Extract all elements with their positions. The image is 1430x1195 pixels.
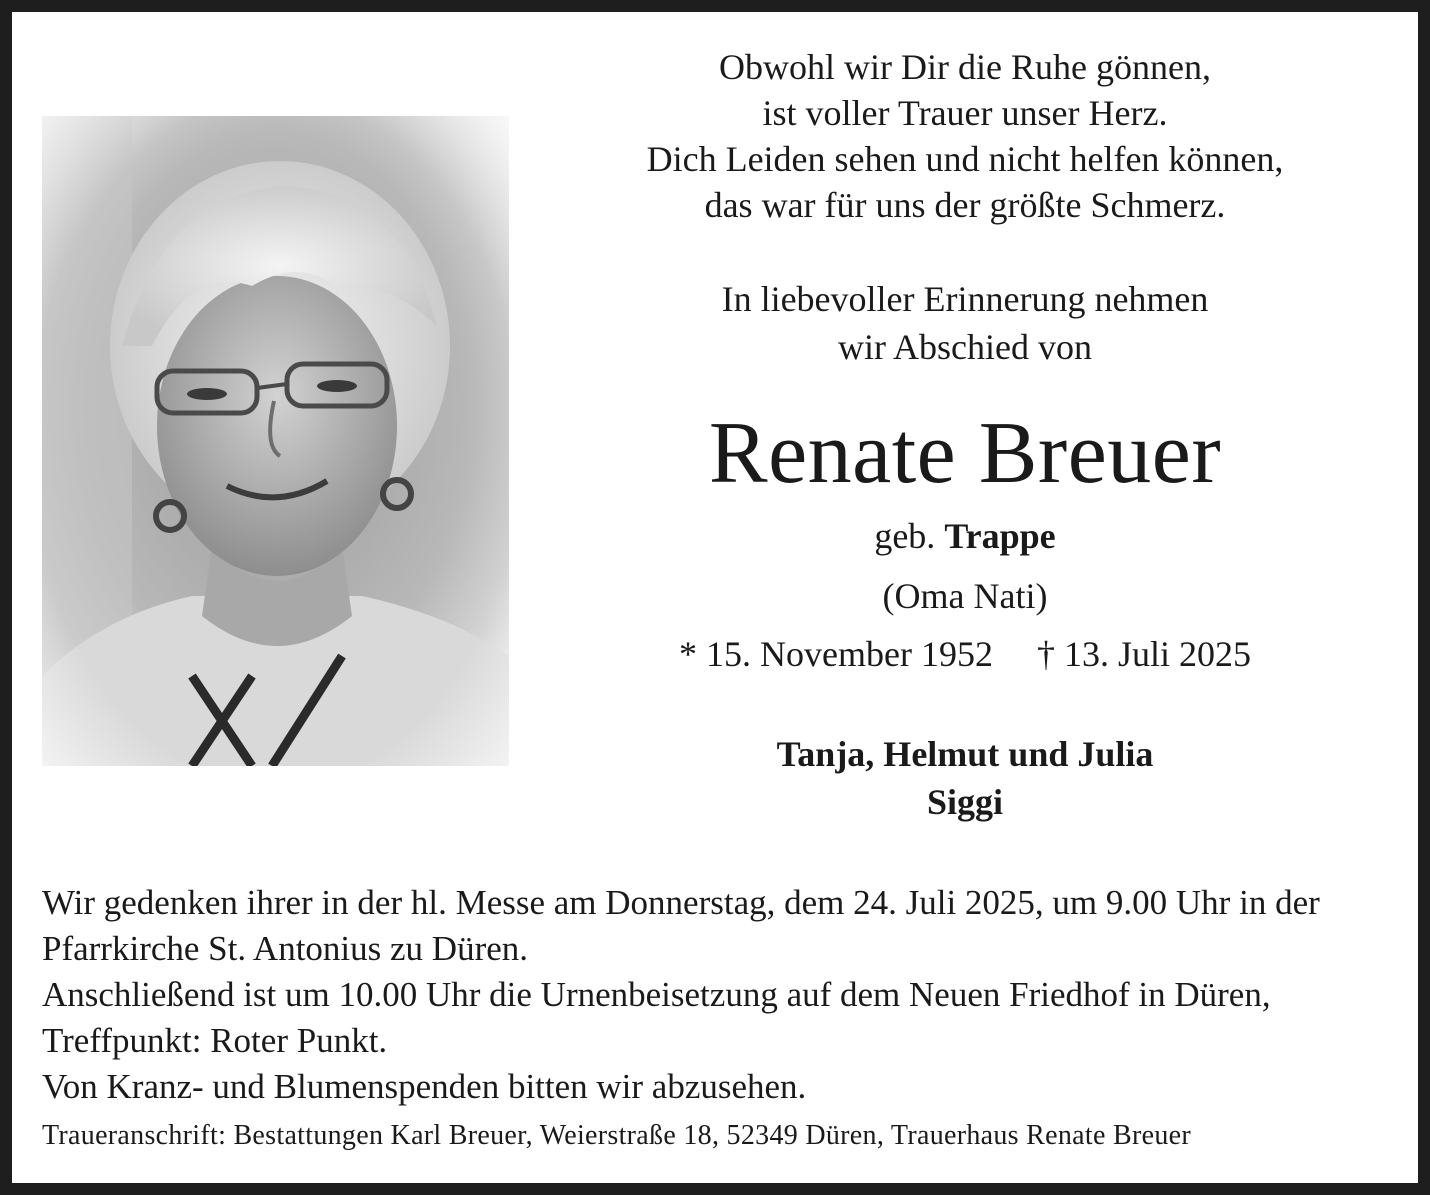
deceased-name: Renate Breuer	[708, 405, 1222, 502]
service-notice	[42, 880, 1402, 1110]
family-line: Siggi	[926, 782, 1004, 822]
notice-line: Wir gedenken ihrer in der hl. Messe am Donnerstag, dem 24. Juli 2025, um 9.00 Uhr in der	[42, 883, 1320, 922]
mourning-address: Traueranschrift: Bestattungen Karl Breuer, Weierstraße 18, 52349 Düren, Trauerhaus Renate Breuer	[42, 1120, 1191, 1151]
notice-line: Pfarrkirche St. Antonius zu Düren.	[42, 929, 529, 968]
family-line: Tanja, Helmut und Julia	[776, 734, 1154, 774]
maiden-surname: Trappe	[944, 516, 1056, 556]
notice-line: Anschließend ist um 10.00 Uhr die Urnenbeisetzung auf dem Neuen Friedhof in Düren,	[42, 975, 1271, 1014]
intro-text	[565, 275, 1365, 371]
intro-line: In liebevoller Erinnerung nehmen	[721, 279, 1209, 319]
maiden-name	[565, 512, 1365, 560]
poem	[565, 44, 1365, 228]
mourning-family	[565, 730, 1365, 826]
poem-line: ist voller Trauer unser Herz.	[762, 93, 1168, 133]
nickname: (Oma Nati)	[882, 576, 1048, 616]
portrait-photo	[42, 116, 509, 766]
maiden-prefix: geb.	[874, 516, 936, 556]
notice-line: Treffpunkt: Roter Punkt.	[42, 1021, 388, 1060]
life-dates	[565, 630, 1365, 678]
poem-line: Dich Leiden sehen und nicht helfen können,	[646, 139, 1284, 179]
poem-line: Obwohl wir Dir die Ruhe gönnen,	[719, 47, 1211, 87]
birth-date: * 15. November 1952	[679, 634, 993, 674]
notice-line: Von Kranz- und Blumenspenden bitten wir abzusehen.	[42, 1067, 807, 1106]
poem-line: das war für uns der größte Schmerz.	[704, 185, 1226, 225]
intro-line: wir Abschied von	[838, 327, 1092, 367]
death-date: † 13. Juli 2025	[1036, 634, 1251, 674]
